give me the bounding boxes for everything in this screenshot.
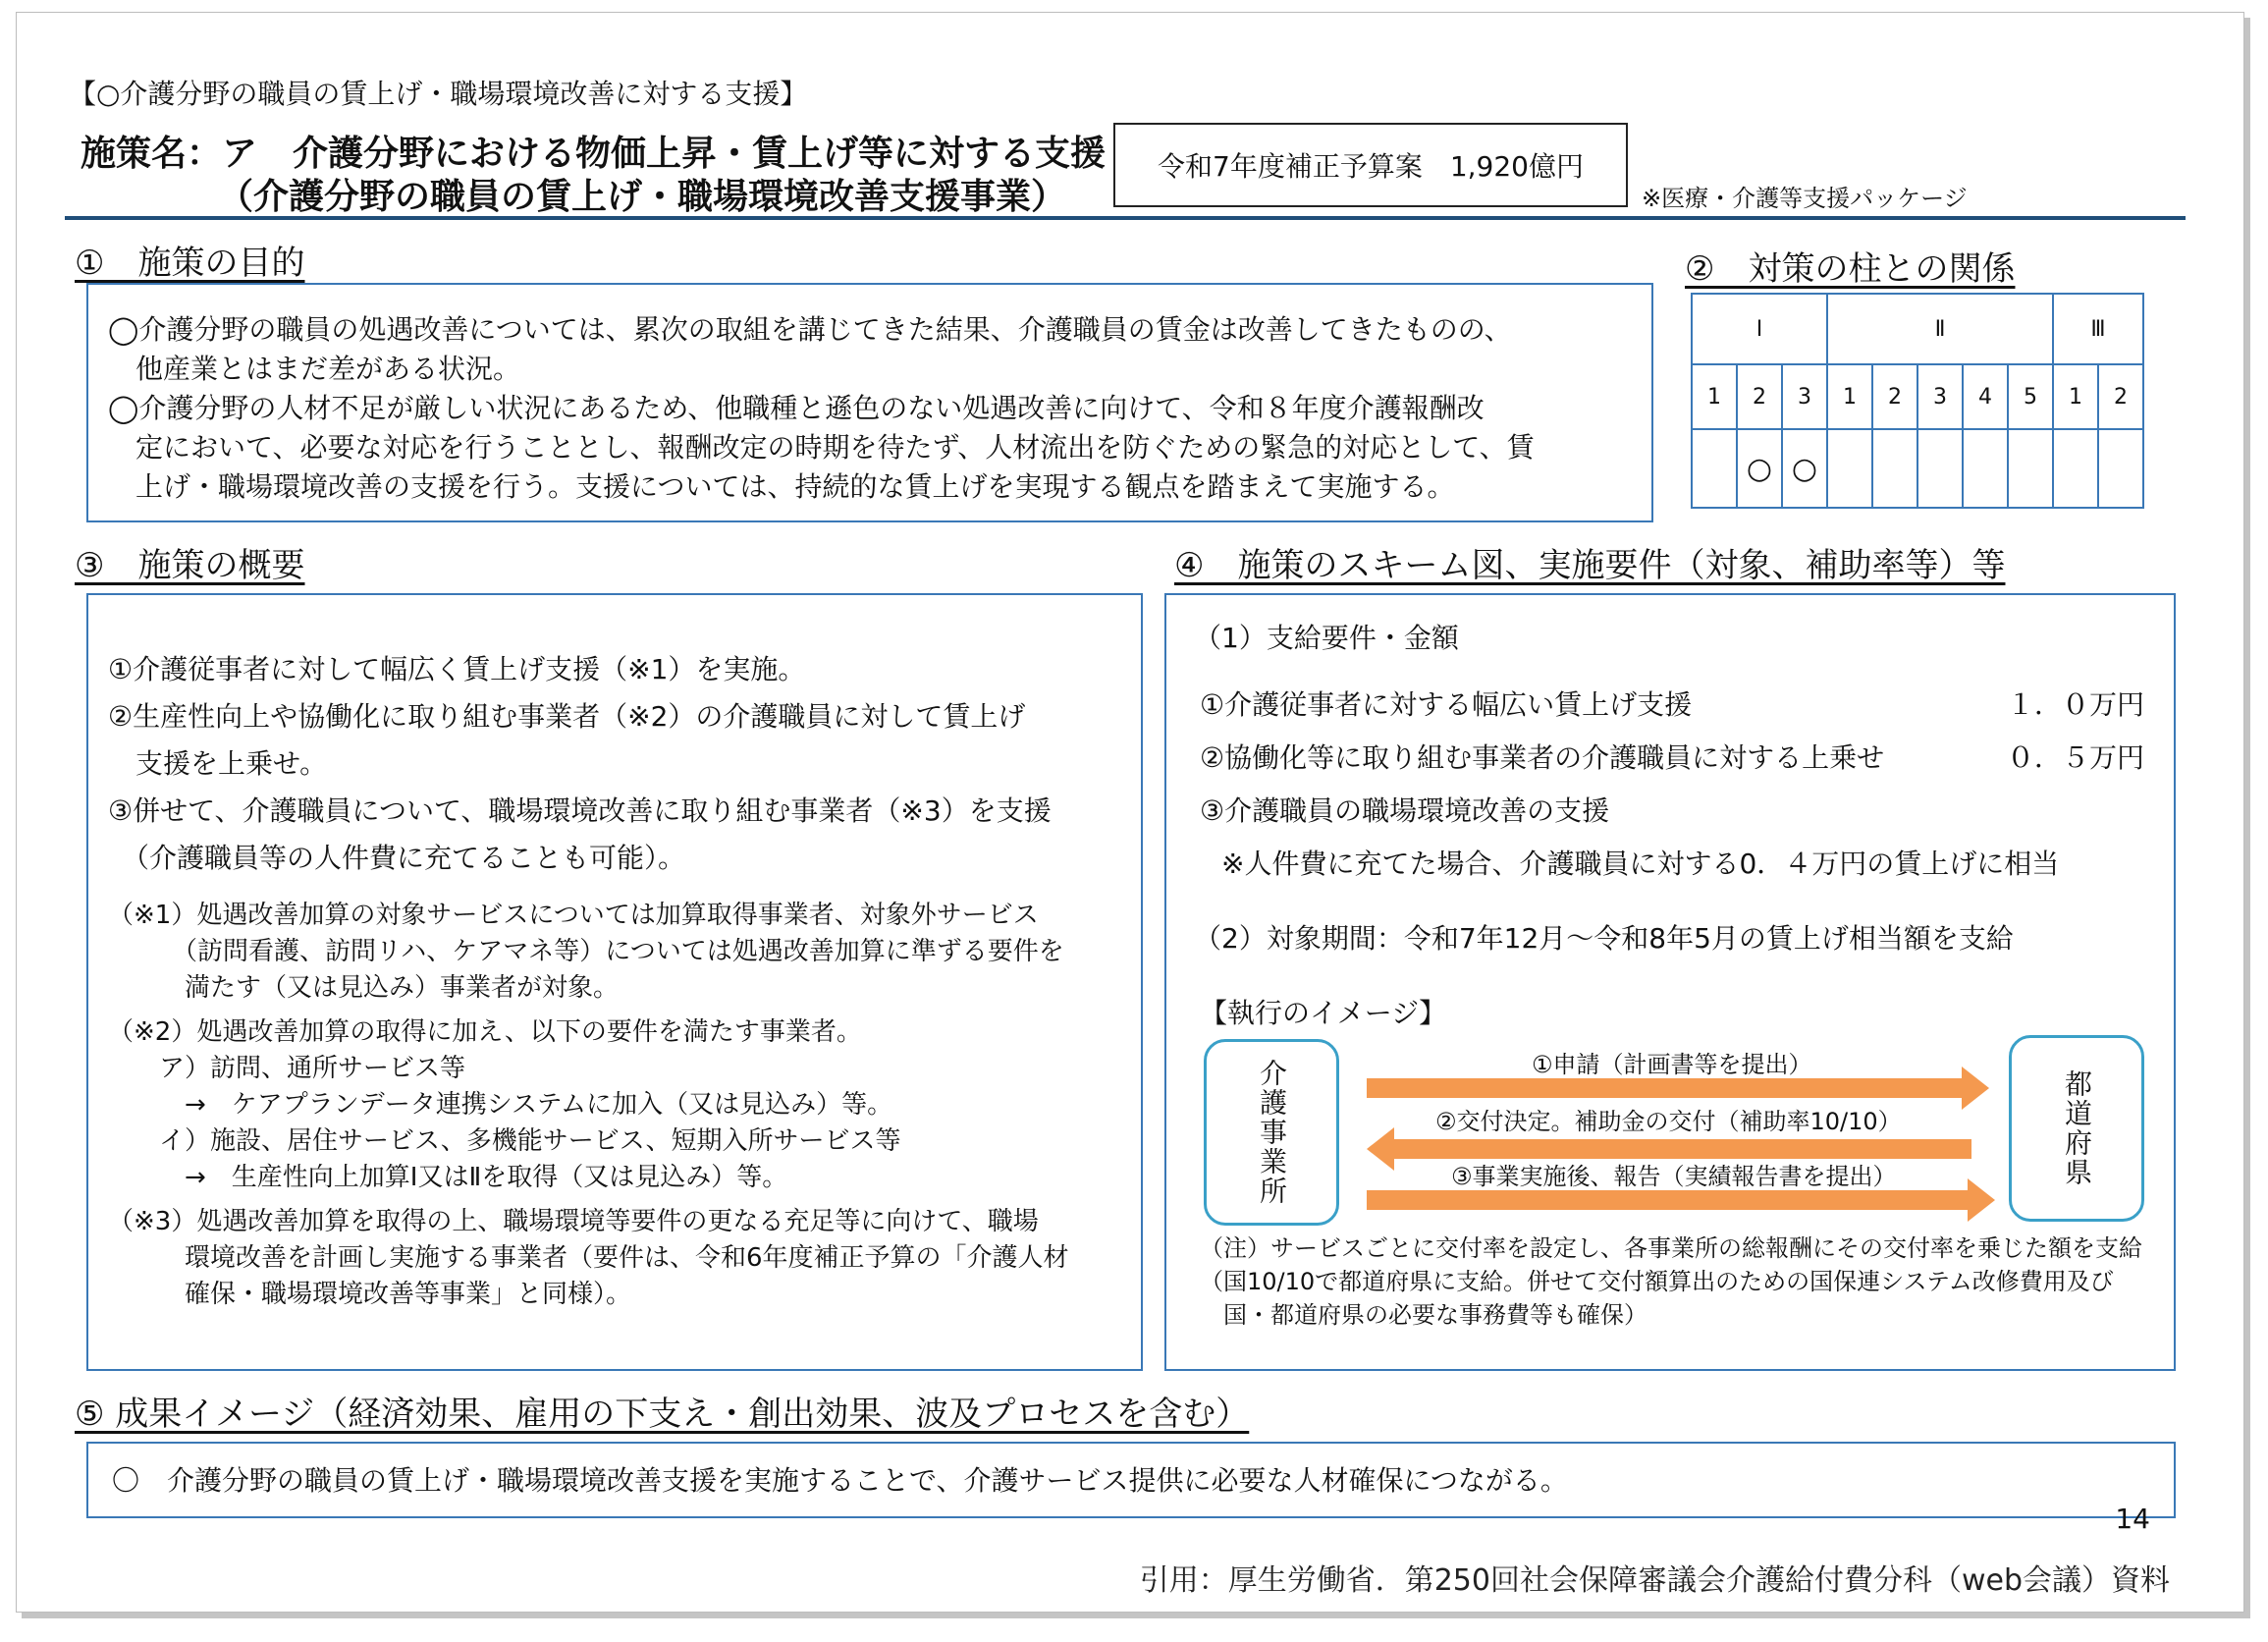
requirements-title: （1）支給要件・金額 xyxy=(1194,622,1459,654)
citation: 引用：厚生労働省．第250回社会保障審議会介護給付費分科（web会議）資料 xyxy=(1139,1563,2170,1598)
scheme-footnote xyxy=(1200,1232,2142,1332)
req-item-label: ②協働化等に取り組む事業者の介護職員に対する上乗せ xyxy=(1200,741,1885,774)
page-number: 14 xyxy=(2115,1503,2150,1535)
pillar-mark-cell xyxy=(2008,429,2053,508)
purpose-line: 定において、必要な対応を行うこととし、報酬改定の時期を待たず、人材流出を防ぐための緊急的対応として、賃 xyxy=(108,431,1535,464)
pillar-mark-cell xyxy=(1872,429,1917,508)
pillar-col-header: 5 xyxy=(2008,364,2053,429)
note-line: （訪問看護、訪問リハ、ケアマネ等）については処遇改善加算に準ずる要件を xyxy=(108,937,1064,966)
note-line: （※3）処遇改善加算を取得の上、職場環境等要件の更なる充足等に向けて、職場 xyxy=(108,1207,1039,1236)
arrow-head-right-icon xyxy=(1968,1178,1995,1222)
pillar-col-header: 2 xyxy=(1872,364,1917,429)
pillar-group-header: Ⅲ xyxy=(2053,294,2143,364)
prefecture-entity xyxy=(2009,1035,2144,1222)
package-note: ※医療・介護等支援パッケージ xyxy=(1642,185,1968,212)
arrow-label-grant: ②交付決定。補助金の交付（補助率10/10） xyxy=(1435,1108,1902,1135)
req-item-label: ③介護職員の職場環境改善の支援 xyxy=(1200,794,1610,827)
pillar-group-header: Ⅱ xyxy=(1827,294,2053,364)
overview-main xyxy=(108,646,1052,882)
pillar-mark-cell xyxy=(2098,429,2143,508)
purpose-box xyxy=(86,283,1653,522)
care-provider-entity xyxy=(1204,1039,1339,1226)
note-line: 環境改善を計画し実施する事業者（要件は、令和6年度補正予算の「介護人材 xyxy=(108,1243,1069,1273)
overview-box xyxy=(86,593,1143,1371)
slide-subtitle: 【○介護分野の職員の賃上げ・職場環境改善に対する支援】 xyxy=(69,78,808,110)
note-line: 満たす（又は見込み）事業者が対象。 xyxy=(108,973,620,1003)
purpose-line: ◯介護分野の職員の処遇改善については、累次の取組を講じてきた結果、介護職員の賃金は改善してきたものの、 xyxy=(108,313,1512,346)
footnote-line: （国10/10で都道府県に支給。併せて交付額算出のための国保連システム改修費用及び xyxy=(1200,1268,2114,1295)
overview-line: （介護職員等の人件費に充てることも可能）。 xyxy=(108,842,686,874)
policy-title-sub: （介護分野の職員の賃上げ・職場環境改善支援事業） xyxy=(218,177,1067,217)
pillar-col-header: 4 xyxy=(1963,364,2008,429)
budget-text: 令和7年度補正予算案 1,920億円 xyxy=(1158,150,1584,183)
arrow-label-report: ③事業実施後、報告（実績報告書を提出） xyxy=(1451,1163,1897,1190)
arrow-head-left-icon xyxy=(1367,1127,1394,1171)
purpose-line: 上げ・職場環境改善の支援を行う。支援については、持続的な賃上げを実現する観点を踏まえて実施する。 xyxy=(108,470,1455,503)
pillar-col-header: 2 xyxy=(2098,364,2143,429)
overview-line: ②生産性向上や協働化に取り組む事業者（※2）の介護職員に対して賃上げ xyxy=(108,700,1026,733)
note-line: 確保・職場環境改善等事業」と同様）。 xyxy=(108,1280,632,1309)
pillar-mark-cell xyxy=(1963,429,2008,508)
outcome-text: 〇 介護分野の職員の賃上げ・職場環境改善支援を実施することで、介護サービス提供に必要な人材確保につながる。 xyxy=(112,1464,1568,1497)
pillar-col-header: 3 xyxy=(1917,364,1963,429)
prefecture-label: 都道府県 xyxy=(2061,1069,2093,1187)
note-line: ア）訪問、通所サービス等 xyxy=(108,1054,466,1083)
budget-box xyxy=(1113,123,1628,207)
pillars-table xyxy=(1691,293,2144,509)
pillar-mark-cell: ○ xyxy=(1782,429,1827,508)
req-note: ※人件費に充てた場合、介護職員に対する0．４万円の賃上げに相当 xyxy=(1221,848,2060,880)
pillar-mark-cell xyxy=(1692,429,1737,508)
section-purpose-title: ① 施策の目的 xyxy=(75,244,305,283)
note-line: イ）施設、居住サービス、多機能サービス、短期入所サービス等 xyxy=(108,1126,901,1156)
overview-line: ①介護従事者に対して幅広く賃上げ支援（※1）を実施。 xyxy=(108,653,806,685)
note-line: （※2）処遇改善加算の取得に加え、以下の要件を満たす事業者。 xyxy=(108,1017,862,1047)
policy-title: 施策名：ア 介護分野における物価上昇・賃上げ等に対する支援 xyxy=(81,134,1107,174)
note-line: （※1）処遇改善加算の対象サービスについては加算取得事業者、対象外サービス xyxy=(108,901,1039,930)
target-period: （2）対象期間：令和7年12月～令和8年5月の賃上げ相当額を支給 xyxy=(1194,922,2014,955)
pillar-col-header: 1 xyxy=(2053,364,2098,429)
scheme-box xyxy=(1164,593,2176,1371)
overview-line: ③併せて、介護職員について、職場環境改善に取り組む事業者（※3）を支援 xyxy=(108,794,1052,827)
arrow-head-right-icon xyxy=(1962,1067,1989,1110)
pillar-mark-cell xyxy=(1917,429,1963,508)
overview-notes xyxy=(108,898,1069,1313)
purpose-line: 他産業とはまだ差がある状況。 xyxy=(108,353,521,385)
pillar-mark-cell xyxy=(2053,429,2098,508)
arrow-grant xyxy=(1392,1139,1971,1159)
execution-image-title: 【執行のイメージ】 xyxy=(1200,997,1447,1029)
care-provider-label: 介護事業所 xyxy=(1256,1059,1288,1206)
footnote-line: （注）サービスごとに交付率を設定し、各事業所の総報酬にその交付率を乗じた額を支給 xyxy=(1200,1234,2142,1262)
section-scheme-title: ④ 施策のスキーム図、実施要件（対象、補助率等）等 xyxy=(1174,546,2006,585)
note-line: → 生産性向上加算Ⅰ又はⅡを取得（又は見込み）等。 xyxy=(108,1163,788,1192)
note-line: → ケアプランデータ連携システムに加入（又は見込み）等。 xyxy=(108,1090,893,1120)
pillar-col-header: 3 xyxy=(1782,364,1827,429)
req-item-amount: １．０万円 xyxy=(2007,688,2145,721)
section-outcome-title: ⑤ 成果イメージ（経済効果、雇用の下支え・創出効果、波及プロセスを含む） xyxy=(75,1395,1250,1434)
header-divider xyxy=(65,216,2186,220)
req-item-label: ①介護従事者に対する幅広い賃上げ支援 xyxy=(1200,688,1693,721)
pillar-mark-cell: ○ xyxy=(1737,429,1782,508)
pillar-mark-cell xyxy=(1827,429,1872,508)
req-item-amount: ０．５万円 xyxy=(2007,741,2145,774)
section-overview-title: ③ 施策の概要 xyxy=(75,546,305,585)
pillar-group-header: Ⅰ xyxy=(1692,294,1827,364)
arrow-report xyxy=(1367,1190,1970,1210)
pillar-col-header: 1 xyxy=(1692,364,1737,429)
arrow-label-apply: ①申請（計画書等を提出） xyxy=(1532,1051,1812,1078)
footnote-line: 国・都道府県の必要な事務費等も確保） xyxy=(1200,1301,1647,1329)
pillar-col-header: 1 xyxy=(1827,364,1872,429)
purpose-line: ◯介護分野の人材不足が厳しい状況にあるため、他職種と遜色のない処遇改善に向けて、令和８年度介護報酬改 xyxy=(108,392,1485,424)
purpose-text xyxy=(108,310,1535,507)
overview-line: 支援を上乗せ。 xyxy=(108,747,328,780)
pillar-col-header: 2 xyxy=(1737,364,1782,429)
outcome-box xyxy=(86,1442,2176,1518)
section-pillars-title: ② 対策の柱との関係 xyxy=(1685,249,2016,289)
arrow-apply xyxy=(1367,1078,1964,1098)
